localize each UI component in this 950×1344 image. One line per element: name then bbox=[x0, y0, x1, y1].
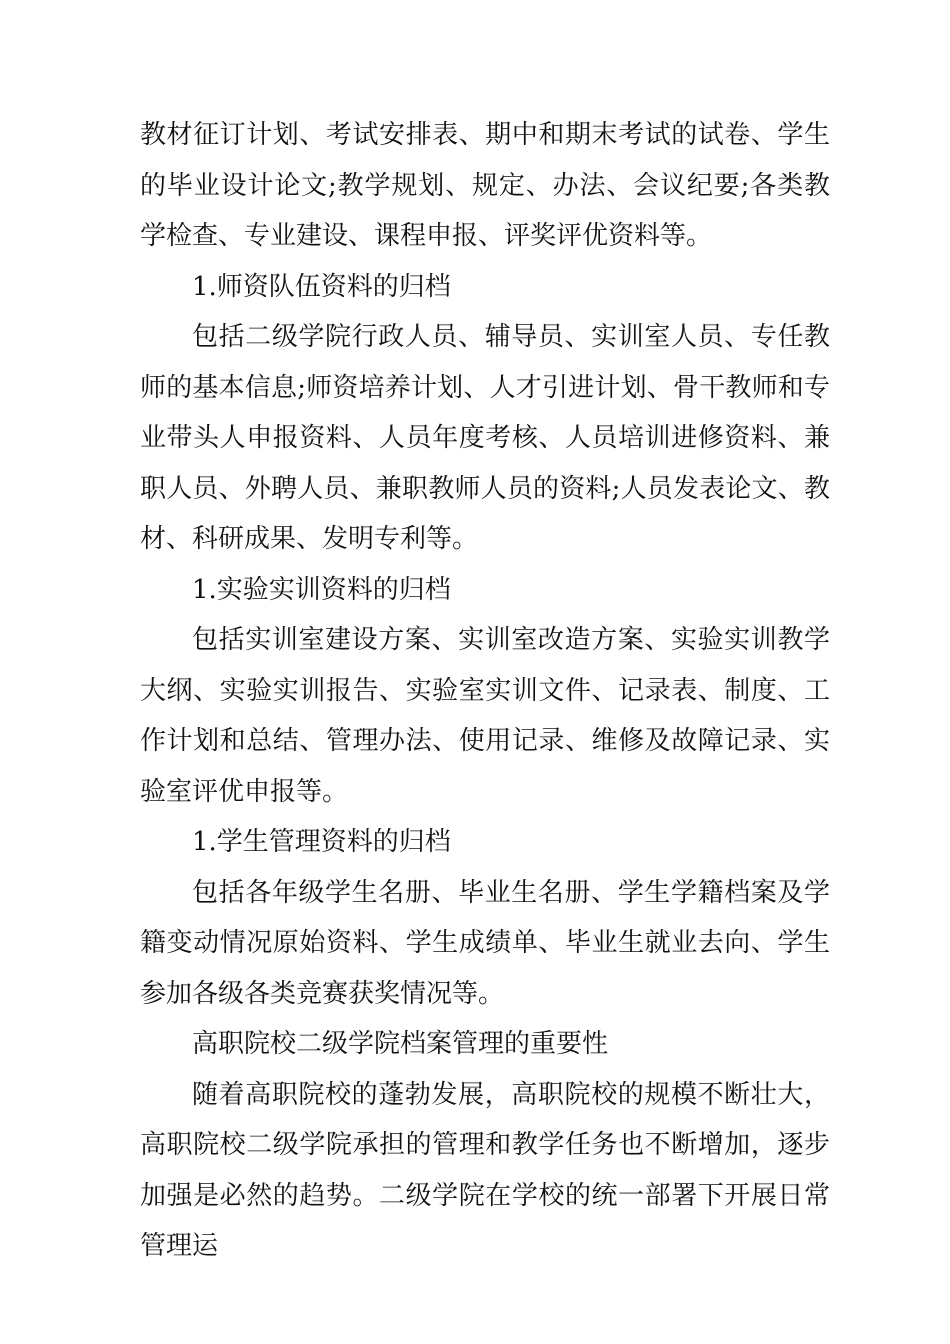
paragraph-faculty: 包括二级学院行政人员、辅导员、实训室人员、专任教师的基本信息;师资培养计划、人才引进计划、骨干教师和专业带头人申报资料、人员年度考核、人员培训进修资料、兼职人员、外聘人员、兼职教师人员的资料;人员发表论文、教材、科研成果、发明专利等。 bbox=[140, 322, 830, 554]
section-heading-lab: 1.实验实训资料的归档 bbox=[192, 574, 451, 605]
paragraph-importance: 随着高职院校的蓬勃发展，高职院校的规模不断壮大，高职院校二级学院承担的管理和教学任务也不断增加，逐步加强是必然的趋势。二级学院在学校的统一部署下开展日常管理运 bbox=[140, 1079, 830, 1261]
section-heading-student: 1.学生管理资料的归档 bbox=[192, 827, 451, 857]
document-body bbox=[140, 110, 830, 1272]
paragraph-lab: 包括实训室建设方案、实训室改造方案、实验实训教学大纲、实验实训报告、实验室实训文件、记录表、制度、工作计划和总结、管理办法、使用记录、维修及故障记录、实验室评优申报等。 bbox=[140, 625, 830, 807]
section-heading-importance: 高职院校二级学院档案管理的重要性 bbox=[192, 1029, 609, 1059]
paragraph-continued: 教材征订计划、考试安排表、期中和期末考试的试卷、学生的毕业设计论文;教学规划、规定、办法、会议纪要;各类教学检查、专业建设、课程申报、评奖评优资料等。 bbox=[140, 120, 830, 251]
section-heading-faculty: 1.师资队伍资料的归档 bbox=[192, 271, 451, 302]
paragraph-student: 包括各年级学生名册、毕业生名册、学生学籍档案及学籍变动情况原始资料、学生成绩单、毕业生就业去向、学生参加各级各类竞赛获奖情况等。 bbox=[140, 877, 830, 1009]
